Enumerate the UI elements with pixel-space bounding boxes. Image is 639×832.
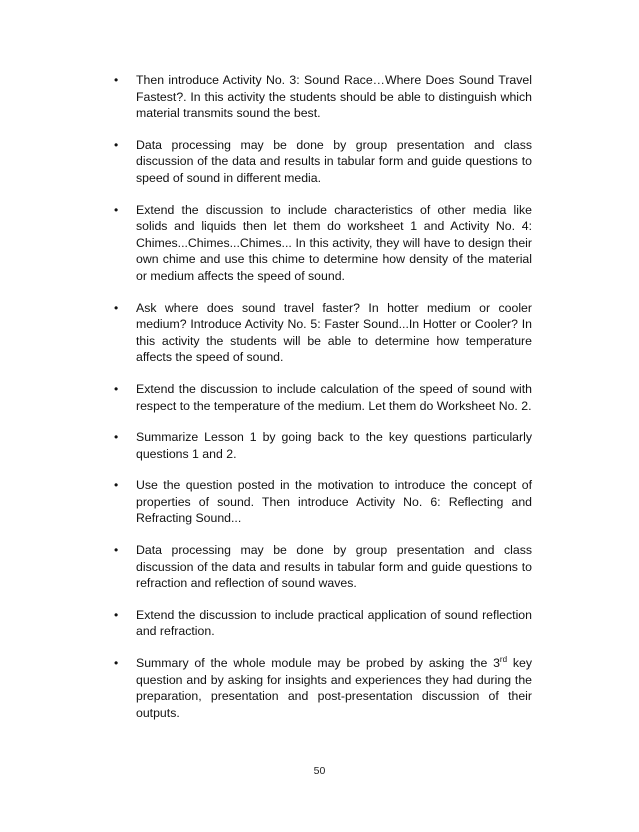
bullet-icon: • [114, 607, 119, 622]
bullet-list [114, 72, 532, 736]
list-item-text: Extend the discussion to include characteristics of other media like solids and liquids then let them do worksheet 1 and Activity No. 4: Chimes...Chimes...Chimes... In this activity, they will have to design their own chime and use this chime to determine how density of the material or medium affects the speed of sound. [136, 202, 532, 283]
list-item-text: Data processing may be done by group presentation and class discussion of the data and results in tabular form and guide questions to speed of sound in different media. [136, 137, 532, 185]
list-item-text: Ask where does sound travel faster? In hotter medium or cooler medium? Introduce Activity No. 5: Faster Sound...In Hotter or Cooler? In this activity the students will be able to determine how temperature affects the speed of sound. [136, 300, 532, 365]
bullet-icon: • [114, 543, 119, 558]
list-item [114, 429, 532, 462]
list-item [114, 72, 532, 122]
list-item-text: Extend the discussion to include practical application of sound reflection and refraction. [136, 607, 532, 639]
bullet-icon: • [114, 73, 119, 87]
bullet-icon: • [114, 430, 119, 445]
list-item [114, 607, 532, 640]
list-item [114, 542, 532, 592]
ordinal-superscript: rd [499, 655, 508, 665]
list-item [114, 655, 532, 721]
page-number: 50 [313, 765, 326, 777]
list-item-text: Then introduce Activity No. 3: Sound Race…Where Does Sound Travel Fastest?. In this activity the students should be able to distinguish which material transmits sound the best. [136, 73, 532, 121]
list-item-text [136, 655, 532, 721]
list-item-text: Extend the discussion to include calculation of the speed of sound with respect to the temperature of the medium. Let them do Worksheet No. 2. [136, 381, 532, 413]
bullet-icon: • [114, 656, 119, 671]
list-item-text-after: key question and by asking for insights and experiences they had during the preparation, presentation and post-presentation discussion of their outputs. [136, 656, 532, 720]
bullet-icon: • [114, 381, 119, 396]
list-item [114, 300, 532, 366]
list-item [114, 477, 532, 527]
list-item-text-before: Summary of the whole module may be probed by asking the 3 [136, 656, 500, 671]
bullet-icon: • [114, 300, 119, 315]
bullet-icon: • [114, 202, 119, 217]
list-item [114, 202, 532, 285]
list-item [114, 137, 532, 187]
list-item-text: Summarize Lesson 1 by going back to the key questions particularly questions 1 and 2. [136, 430, 532, 461]
list-item-text: Use the question posted in the motivation to introduce the concept of properties of sound. Then introduce Activity No. 6: Reflecting and Refracting Sound... [136, 478, 532, 526]
bullet-icon: • [114, 137, 119, 152]
list-item [114, 381, 532, 414]
list-item-text: Data processing may be done by group presentation and class discussion of the data and results in tabular form and guide questions to refraction and reflection of sound waves. [136, 543, 532, 591]
bullet-icon: • [114, 478, 119, 493]
